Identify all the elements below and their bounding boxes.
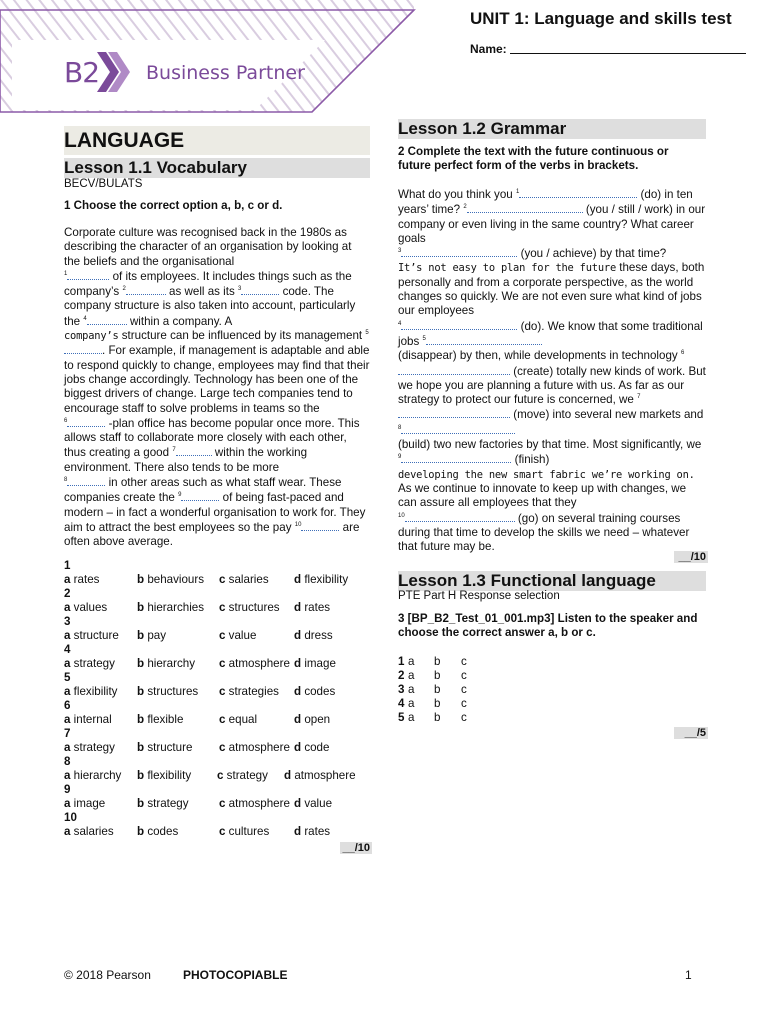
option-letter: b (137, 741, 148, 754)
option-text: codes (147, 825, 179, 838)
name-field[interactable] (510, 53, 746, 54)
option-text: flexible (147, 713, 184, 726)
option-b[interactable] (137, 797, 189, 810)
option-row (64, 741, 370, 755)
option-c[interactable] (217, 769, 268, 782)
question-number: 9 (64, 783, 71, 796)
option-d[interactable] (294, 629, 333, 642)
option-text: flexibility (147, 769, 192, 782)
option-letter: b (137, 685, 148, 698)
copyright: © 2018 Pearson (64, 968, 151, 982)
option-d[interactable] (294, 797, 332, 810)
option-letter: b (137, 797, 148, 810)
option-a[interactable] (64, 769, 121, 782)
option-letter: c (217, 769, 227, 782)
grammar-gap-10[interactable] (405, 511, 515, 522)
option-letter: b (137, 657, 148, 670)
option-a[interactable] (64, 629, 119, 642)
option-letter: d (294, 629, 305, 642)
option-b[interactable] (137, 769, 191, 782)
answer-a[interactable]: a (408, 669, 415, 682)
option-text: salaries (73, 825, 114, 838)
lesson-title-grammar: Lesson 1.2 Grammar (398, 119, 706, 139)
item-number: 5 (398, 711, 405, 724)
question-number: 2 (64, 587, 71, 600)
option-text: strategies (228, 685, 279, 698)
option-b[interactable] (137, 685, 198, 698)
functional-score: __/5 (674, 727, 708, 739)
lesson-title-vocabulary: Lesson 1.1 Vocabulary (64, 158, 370, 178)
option-b[interactable] (137, 713, 183, 726)
option-text: pay (147, 629, 167, 642)
option-d[interactable] (294, 713, 330, 726)
option-text: value (228, 629, 257, 642)
answer-c[interactable]: c (461, 655, 467, 668)
option-letter: a (64, 601, 74, 614)
gap-6[interactable] (67, 416, 105, 427)
functional-item (398, 683, 498, 697)
option-text: rates (73, 573, 100, 586)
option-text: behaviours (147, 573, 205, 586)
option-letter: c (219, 573, 229, 586)
option-letter: d (294, 685, 305, 698)
question-number: 10 (64, 811, 77, 824)
option-row (64, 713, 370, 727)
option-letter: c (219, 741, 229, 754)
option-b[interactable] (137, 657, 195, 670)
option-row (64, 685, 370, 699)
option-letter: c (219, 685, 229, 698)
option-text: rates (304, 601, 331, 614)
option-letter: d (284, 769, 295, 782)
option-letter: b (137, 825, 148, 838)
option-letter: d (294, 825, 305, 838)
question-number: 6 (64, 699, 71, 712)
option-c[interactable] (219, 797, 290, 810)
grammar-gap-4[interactable] (401, 319, 517, 330)
grammar-gap-5[interactable] (426, 334, 542, 345)
option-text: structures (147, 685, 199, 698)
option-d[interactable] (294, 685, 335, 698)
option-letter: c (219, 713, 229, 726)
option-a[interactable] (64, 685, 117, 698)
option-d[interactable] (294, 825, 330, 838)
exercise-2-instruction: 2 Complete the text with the future continuous or future perfect form of the verbs in brackets. (398, 145, 669, 173)
option-letter: a (64, 741, 74, 754)
option-b[interactable] (137, 825, 178, 838)
option-text: internal (73, 713, 112, 726)
option-text: strategy (73, 741, 115, 754)
option-c[interactable] (219, 825, 269, 838)
item-number: 4 (398, 697, 405, 710)
lesson-title-functional: Lesson 1.3 Functional language (398, 571, 706, 591)
question-number: 8 (64, 755, 71, 768)
question-number: 3 (64, 615, 71, 628)
test-title: UNIT 1: Language and skills test (470, 9, 732, 28)
question-number: 5 (64, 671, 71, 684)
gap-4[interactable] (87, 314, 127, 325)
gap-2[interactable] (126, 284, 166, 295)
option-row (64, 797, 370, 811)
option-text: strategy (147, 797, 189, 810)
answer-c[interactable]: c (461, 669, 467, 682)
option-text: open (304, 713, 331, 726)
option-letter: a (64, 573, 74, 586)
option-letter: b (137, 601, 148, 614)
option-row (64, 825, 370, 839)
option-letter: d (294, 657, 305, 670)
option-c[interactable] (219, 573, 269, 586)
answer-a[interactable]: a (408, 683, 415, 696)
grammar-gap-7[interactable] (398, 407, 510, 418)
option-text: image (304, 657, 336, 670)
answer-a[interactable]: a (408, 711, 415, 724)
gap-5[interactable] (64, 343, 102, 354)
answer-b[interactable]: b (434, 697, 441, 710)
option-text: codes (304, 685, 336, 698)
answer-a[interactable]: a (408, 655, 415, 668)
option-letter: a (64, 657, 74, 670)
item-number: 3 (398, 683, 405, 696)
option-b[interactable] (137, 629, 166, 642)
option-c[interactable] (219, 629, 256, 642)
option-text: rates (304, 825, 331, 838)
option-row (64, 629, 370, 643)
option-text: image (73, 797, 106, 810)
functional-item (398, 669, 498, 683)
option-letter: c (219, 601, 229, 614)
option-a[interactable] (64, 573, 99, 586)
option-a[interactable] (64, 741, 115, 754)
grammar-gap-8[interactable] (401, 423, 515, 434)
gap-3[interactable] (241, 284, 279, 295)
option-letter: b (137, 769, 148, 782)
grammar-gap-9[interactable] (401, 452, 511, 463)
option-text: structures (228, 601, 280, 614)
vocabulary-score: __/10 (340, 842, 372, 854)
option-letter: d (294, 573, 305, 586)
option-text: equal (228, 713, 258, 726)
option-text: atmosphere (294, 769, 356, 782)
option-d[interactable] (284, 769, 356, 782)
option-letter: d (294, 601, 305, 614)
option-text: strategy (226, 769, 268, 782)
option-text: atmosphere (228, 741, 290, 754)
option-b[interactable] (137, 741, 192, 754)
option-text: structure (73, 629, 119, 642)
option-a[interactable] (64, 657, 115, 670)
option-letter: a (64, 825, 74, 838)
option-letter: d (294, 713, 305, 726)
answer-c[interactable]: c (461, 697, 467, 710)
option-letter: d (294, 741, 305, 754)
option-letter: d (294, 797, 305, 810)
exam-tag: BECV/BULATS (64, 178, 143, 190)
option-a[interactable] (64, 713, 112, 726)
option-text: salaries (228, 573, 269, 586)
option-c[interactable] (219, 657, 290, 670)
option-b[interactable] (137, 573, 204, 586)
answer-b[interactable]: b (434, 655, 441, 668)
option-text: code (304, 741, 330, 754)
item-number: 1 (398, 655, 405, 668)
grammar-passage: What do you think you $^1$ (do) in ten years’ time? $^2$ (you / still / work) in our company or even living in the same country? What career goals $^3$ (you / achieve) by that time? It’s not easy to plan for the future these days, both personally and from a corporate perspective, as the world changes so quickly. We are not even sure what kind of jobs our employees $^4$ (do). We know that some traditional jobs $^5$ (disappear) by then, while developments in technology $^6$ (create) totally new kinds of work. But we hope you are planning a future with us. As far as our strategy to protect our future is concerned, we $^7$ (move) into several new markets and $^8$ (build) two new factories by that time. Most significantly, we $^9$ (finish) developing the new smart fabric we’re working on. As we continue to innovate to keep up with changes, we can assure all employees that they $^{10}$ (go) on several training courses during that time to develop the skills we need – whatever that future may be. (398, 188, 706, 554)
option-a[interactable] (64, 825, 114, 838)
option-letter: a (64, 769, 74, 782)
option-letter: c (219, 629, 229, 642)
option-c[interactable] (219, 741, 290, 754)
option-row (64, 769, 370, 783)
gap-7[interactable] (176, 445, 212, 456)
option-d[interactable] (294, 741, 329, 754)
brand-level: B2 (64, 56, 100, 89)
option-c[interactable] (219, 685, 279, 698)
grammar-score: __/10 (674, 551, 708, 563)
item-number: 2 (398, 669, 405, 682)
option-a[interactable] (64, 601, 107, 614)
option-letter: a (64, 685, 74, 698)
option-a[interactable] (64, 797, 105, 810)
brand-name: Business Partner (146, 62, 305, 84)
exercise-1-instruction: 1 Choose the correct option a, b, c or d. (64, 199, 283, 212)
answer-b[interactable]: b (434, 683, 441, 696)
option-letter: b (137, 713, 148, 726)
functional-item (398, 697, 498, 711)
option-text: atmosphere (228, 657, 290, 670)
option-row (64, 657, 370, 671)
option-row (64, 573, 370, 587)
page-number: 1 (685, 968, 692, 982)
option-text: values (73, 601, 108, 614)
answer-b[interactable]: b (434, 669, 441, 682)
option-letter: a (64, 713, 74, 726)
option-row (64, 601, 370, 615)
option-letter: a (64, 797, 74, 810)
option-c[interactable] (219, 713, 257, 726)
option-d[interactable] (294, 657, 336, 670)
option-d[interactable] (294, 573, 348, 586)
option-text: dress (304, 629, 333, 642)
answer-a[interactable]: a (408, 697, 415, 710)
option-text: flexibility (304, 573, 349, 586)
gap-8[interactable] (67, 475, 105, 486)
option-c[interactable] (219, 601, 280, 614)
option-text: strategy (73, 657, 115, 670)
option-text: hierarchies (147, 601, 205, 614)
option-text: atmosphere (228, 797, 290, 810)
option-d[interactable] (294, 601, 330, 614)
grammar-gap-2[interactable] (467, 202, 583, 213)
functional-item (398, 655, 498, 669)
grammar-gap-1[interactable] (519, 187, 637, 198)
option-text: hierarchy (73, 769, 122, 782)
option-letter: c (219, 797, 229, 810)
answer-c[interactable]: c (461, 683, 467, 696)
option-text: hierarchy (147, 657, 195, 670)
photocopiable-label: PHOTOCOPIABLE (183, 968, 288, 982)
gap-1[interactable] (67, 269, 109, 280)
grammar-gap-3[interactable] (401, 246, 517, 257)
option-text: value (304, 797, 333, 810)
answer-c[interactable]: c (461, 711, 467, 724)
answer-b[interactable]: b (434, 711, 441, 724)
exercise-3-instruction: 3 [BP_B2_Test_01_001.mp3] Listen to the speaker and choose the correct answer a, b or c. (398, 612, 698, 640)
question-number: 7 (64, 727, 71, 740)
name-label: Name: (470, 42, 507, 56)
option-letter: a (64, 629, 74, 642)
option-text: cultures (228, 825, 270, 838)
option-letter: c (219, 825, 229, 838)
option-letter: b (137, 629, 148, 642)
vocabulary-passage: Corporate culture was recognised back in the 1980s as describing the character of an organisation by looking at the beliefs and the organisational $^1$ of its employees. It includes things such as the company’s $^2$ as well as its $^3$ code. The company structure is also taken into account, particularly the $^4$ within a company. A company’s structure can be influenced by its management $^5$. For example, if management is adaptable and able to respond quickly to change, employees may find that their jobs change accordingly. Technology has been one of the biggest drivers of change. Large tech companies tend to encourage staff to solve problems in teams so the $^6$ -plan office has become popular once more. This allows staff to collaborate more closely with each other, thus creating a good $^7$ within the working environment. There also tends to be more $^8$ in other areas such as what staff wear. These companies create the $^9$ of being fast-paced and modern – in fact a wonderful organisation to work for. They aim to attract the best employees so the pay $^{10}$ are often above average. (64, 226, 370, 549)
option-text: flexibility (73, 685, 118, 698)
section-title: LANGUAGE (64, 126, 370, 155)
question-number: 4 (64, 643, 71, 656)
option-text: structure (147, 741, 193, 754)
question-number: 1 (64, 559, 71, 572)
grammar-gap-6[interactable] (398, 364, 510, 375)
gap-10[interactable] (301, 520, 339, 531)
functional-item (398, 711, 498, 725)
functional-exam-tag: PTE Part H Response selection (398, 590, 560, 602)
gap-9[interactable] (181, 490, 219, 501)
option-letter: b (137, 573, 148, 586)
option-b[interactable] (137, 601, 204, 614)
option-letter: c (219, 657, 229, 670)
